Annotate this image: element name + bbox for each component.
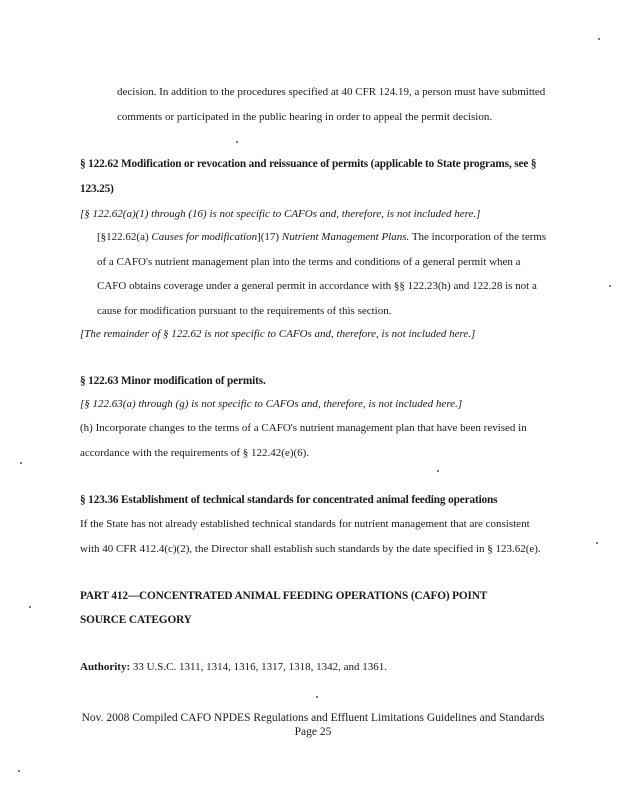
scan-speck <box>598 38 600 40</box>
scan-speck <box>18 770 20 772</box>
body-line <box>97 231 546 244</box>
body-line: with 40 CFR 412.4(c)(2), the Director shall establish such standards by the date specified in § 123.62(e). <box>80 543 541 555</box>
citation-ref: [§122.62(a) <box>97 231 152 243</box>
body-line: of a CAFO's nutrient management plan into the terms and conditions of a general permit when a <box>97 256 521 268</box>
body-line: CAFO obtains coverage under a general permit in accordance with §§ 122.23(h) and 122.28 is not a <box>97 280 537 292</box>
scan-speck <box>437 470 439 472</box>
section-heading-122-62: § 122.62 Modification or revocation and reissuance of permits (applicable to State programs, see § <box>80 158 537 170</box>
body-line: accordance with the requirements of § 122.42(e)(6). <box>80 447 310 459</box>
para-line-1: decision. In addition to the procedures specified at 40 CFR 124.19, a person must have submitted <box>117 86 546 98</box>
footer-title: Nov. 2008 Compiled CAFO NPDES Regulations and Effluent Limitations Guidelines and Standards <box>81 712 545 724</box>
body-line: If the State has not already established technical standards for nutrient management that are consistent <box>80 518 530 530</box>
scan-speck <box>29 606 31 608</box>
scan-speck <box>609 285 611 287</box>
citation-ref-italic: Causes for modification <box>151 231 258 243</box>
part-heading-cont: SOURCE CATEGORY <box>80 614 192 626</box>
subsection-title: Nutrient Management Plans. <box>281 231 410 243</box>
citation-ref-2: ](17) <box>257 231 282 243</box>
authority-text: 33 U.S.C. 1311, 1314, 1316, 1317, 1318, 1342, and 1361. <box>130 661 387 673</box>
body-text: The incorporation of the terms <box>409 231 547 243</box>
authority-label: Authority: <box>80 661 131 673</box>
section-heading-123-36: § 123.36 Establishment of technical standards for concentrated animal feeding operations <box>80 494 498 506</box>
scan-speck <box>596 542 598 544</box>
editor-note: [§ 122.62(a)(1) through (16) is not specific to CAFOs and, therefore, is not included here.] <box>80 208 481 220</box>
section-heading-122-63: § 122.63 Minor modification of permits. <box>80 375 266 387</box>
body-line: cause for modification pursuant to the requirements of this section. <box>97 305 392 317</box>
scan-speck <box>236 141 238 143</box>
para-line-2: comments or participated in the public hearing in order to appeal the permit decision. <box>117 111 493 123</box>
editor-note: [The remainder of § 122.62 is not specific to CAFOs and, therefore, is not included here.] <box>80 328 476 340</box>
part-heading: PART 412—CONCENTRATED ANIMAL FEEDING OPERATIONS (CAFO) POINT <box>80 590 488 602</box>
authority-line <box>80 661 387 674</box>
scan-speck <box>20 462 22 464</box>
page-number: Page 25 <box>294 726 332 738</box>
body-line: (h) Incorporate changes to the terms of a CAFO's nutrient management plan that have been revised in <box>80 422 527 434</box>
scan-speck <box>316 696 318 698</box>
editor-note: [§ 122.63(a) through (g) is not specific to CAFOs and, therefore, is not included here.] <box>80 398 463 410</box>
section-heading-122-62-cont: 123.25) <box>80 183 114 195</box>
